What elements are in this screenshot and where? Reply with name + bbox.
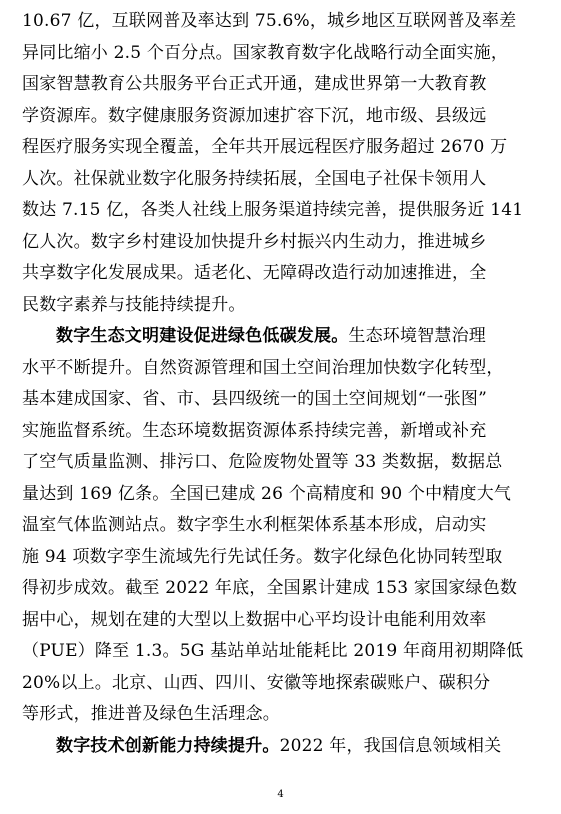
text-line: 了空气质量监测、排污口、危险废物处置等 33 类数据，数据总 xyxy=(22,452,503,472)
text-line: 亿人次。数字乡村建设加快提升乡村振兴内生动力，推进城乡 xyxy=(22,231,487,252)
text-line: 实施监督系统。生态环境数据资源体系持续完善，新增或补充 xyxy=(22,420,487,441)
text-line: 共享数字化发展成果。适老化、无障碍改造行动加速推进，全 xyxy=(22,263,487,283)
text-span: 生态环境智慧治理 xyxy=(348,326,487,346)
text-line: 施 94 项数字孪生流域先行先试任务。数字化绿色化协同转型取 xyxy=(22,546,503,567)
paragraph-first-line xyxy=(22,731,544,763)
text-line: 学资源库。数字健康服务资源加速扩容下沉，地市级、县级远 xyxy=(22,105,487,126)
text-span: 2022 年，我国信息领域相关 xyxy=(279,735,502,756)
paragraph-first-line xyxy=(22,321,544,353)
text-line: 据中心，规划在建的大型以上数据中心平均设计电能利用效率 xyxy=(22,609,487,630)
text-line: 国家智慧教育公共服务平台正式开通，建成世界第一大教育教 xyxy=(22,74,487,94)
paragraph-heading: 数字生态文明建设促进绿色低碳发展。 xyxy=(56,326,349,346)
text-line: 异同比缩小 2.5 个百分点。国家教育数字化战略行动全面实施， xyxy=(22,42,509,63)
text-line: 基本建成国家、省、市、县四级统一的国土空间规划“一张图” xyxy=(22,389,487,409)
text-line: 数达 7.15 亿，各类人社线上服务渠道持续完善，提供服务近 141 xyxy=(22,200,524,220)
text-line: 量达到 169 亿条。全国已建成 26 个高精度和 90 个中精度大气 xyxy=(22,483,512,504)
text-line: 程医疗服务实现全覆盖，全年共开展远程医疗服务超过 2670 万 xyxy=(22,137,508,157)
text-line: 水平不断提升。自然资源管理和国土空间治理加快数字化转型， xyxy=(22,357,504,378)
text-line: 等形式，推进普及绿色生活理念。 xyxy=(22,704,280,724)
text-line: 10.67 亿，互联网普及率达到 75.6%，城乡地区互联网普及率差 xyxy=(22,11,517,31)
text-line: 得初步成效。截至 2022 年底，全国累计建成 153 家国家绿色数 xyxy=(22,578,518,598)
paragraph-heading: 数字技术创新能力持续提升。 xyxy=(56,735,280,756)
text-line: （PUE）降至 1.3。5G 基站单站址能耗比 2019 年商用初期降低 xyxy=(22,641,524,661)
document-page xyxy=(22,6,544,762)
text-line: 温室气体监测站点。数字孪生水利框架体系基本形成，启动实 xyxy=(22,515,487,535)
text-line: 人次。社保就业数字化服务持续拓展，全国电子社保卡领用人 xyxy=(22,168,487,189)
page-number: 4 xyxy=(277,789,284,800)
text-line: 20%以上。北京、山西、四川、安徽等地探索碳账户、碳积分 xyxy=(22,672,491,693)
text-line: 民数字素养与技能持续提升。 xyxy=(22,294,246,315)
